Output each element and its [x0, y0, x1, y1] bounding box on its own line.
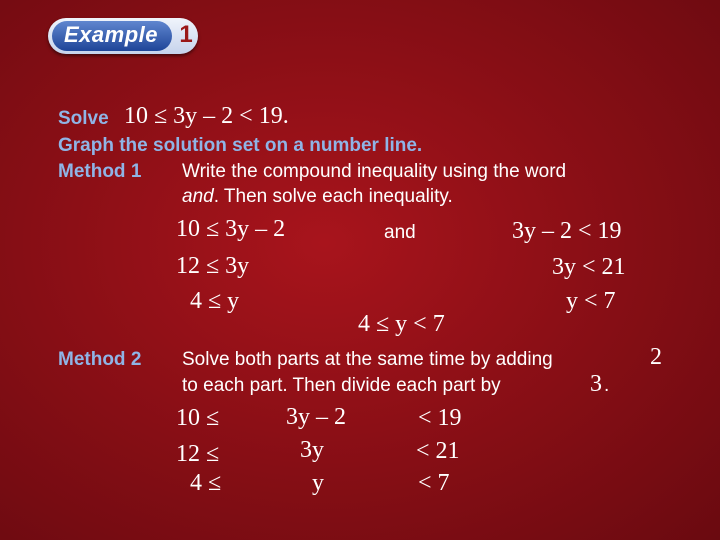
instruction-graph: Graph the solution set on a number line. — [58, 135, 423, 156]
solve-label: Solve — [58, 108, 109, 129]
method2-text-b: to each part. Then divide each part by — [182, 375, 501, 396]
m1-result: 4 ≤ y < 7 — [358, 311, 445, 337]
method2-text-a: Solve both parts at the same time by adding — [182, 349, 553, 370]
m2-col3-row1: < 19 — [418, 405, 462, 431]
m2-col2-row3: y — [312, 470, 324, 496]
m1-left-step3: 4 ≤ y — [190, 288, 240, 314]
method2-number-a: 2 — [650, 344, 662, 370]
problem-expression: 10 ≤ 3y – 2 < 19. — [124, 103, 289, 129]
m1-left-step2: 12 ≤ 3y — [176, 253, 250, 279]
method2-label: Method 2 — [58, 349, 142, 370]
method1-text-b-rest: . Then solve each inequality. — [213, 186, 453, 207]
m1-right-step1: 3y – 2 < 19 — [512, 218, 622, 244]
badge-word: Example — [64, 22, 158, 47]
m1-right-step2: 3y < 21 — [552, 254, 626, 280]
method2-number-b: 3 — [590, 371, 602, 397]
m2-col1-row1: 10 ≤ — [176, 405, 220, 431]
method1-text-a: Write the compound inequality using the word — [182, 161, 567, 182]
method1-label: Method 1 — [58, 161, 142, 182]
m1-left-step1: 10 ≤ 3y – 2 — [176, 216, 286, 242]
m2-col1-row3: 4 ≤ — [190, 470, 222, 496]
badge-number: 1 — [179, 21, 193, 48]
m1-right-step3: y < 7 — [566, 288, 616, 314]
method2-period: . — [604, 375, 610, 396]
m2-col3-row3: < 7 — [418, 470, 450, 496]
m2-col2-row2: 3y — [300, 437, 324, 463]
example-badge — [48, 18, 198, 54]
m2-col1-row2: 12 ≤ — [176, 441, 220, 467]
m2-col3-row2: < 21 — [416, 438, 460, 464]
method1-and-word: and — [182, 186, 214, 207]
m1-and-connector: and — [384, 222, 416, 243]
m2-col2-row1: 3y – 2 — [286, 404, 346, 430]
method1-text-b — [182, 186, 453, 208]
